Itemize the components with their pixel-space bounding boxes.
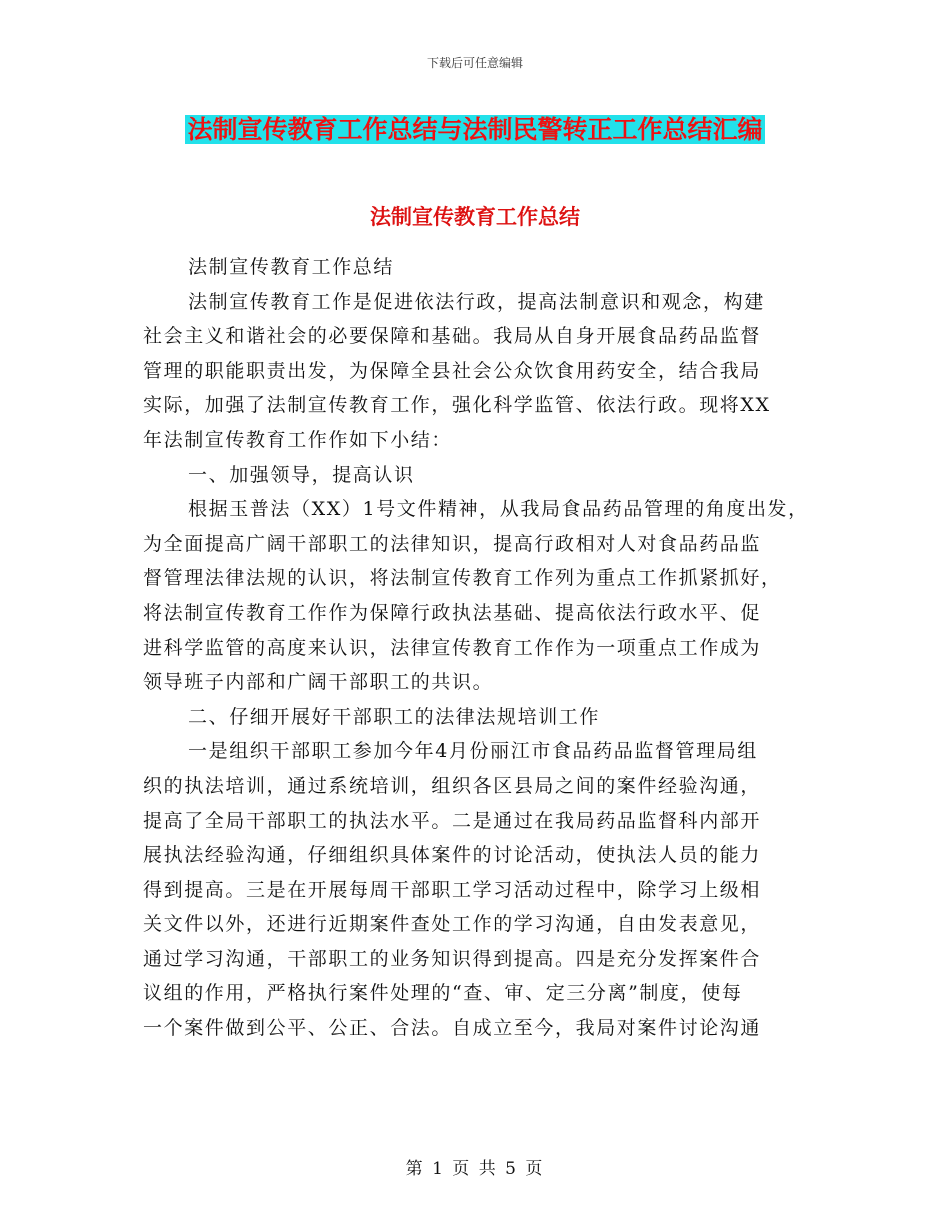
text-line: 领导班子内部和广阔干部职工的共识。 [143, 671, 494, 694]
text-line: 根据玉普法（XX）1号文件精神，从我局食品药品管理的角度出发， [188, 498, 809, 521]
text-line: 年法制宣传教育工作作如下小结： [143, 428, 453, 451]
text-line: 实际，加强了法制宣传教育工作，强化科学监管、依法行政。现将XX [143, 394, 771, 417]
text-line: 一是组织干部职工参加今年4月份丽江市食品药品监督管理局组 [188, 740, 758, 763]
section-title: 法制宣传教育工作总结 [370, 204, 580, 229]
header-note: 下载后可任意编辑 [426, 56, 523, 70]
text-line: 将法制宣传教育工作作为保障行政执法基础、提高依法行政水平、促 [143, 601, 762, 624]
text-line: 进科学监管的高度来认识，法律宣传教育工作作为一项重点工作成为 [143, 636, 762, 659]
text-line: 提高了全局干部职工的执法水平。二是通过在我局药品监督科内部开 [143, 809, 762, 832]
text-line: 关文件以外，还进行近期案件查处工作的学习沟通，自由发表意见， [143, 913, 762, 936]
document-title-text: 法制宣传教育工作总结与法制民警转正工作总结汇编 [187, 115, 763, 144]
text-line: 通过学习沟通，干部职工的业务知识得到提高。四是充分发挥案件合 [143, 947, 762, 970]
text-line: 展执法经验沟通，仔细组织具体案件的讨论活动，使执法人员的能力 [143, 844, 762, 867]
text-line: 为全面提高广阔干部职工的法律知识，提高行政相对人对食品药品监 [143, 532, 762, 555]
text-line: 织的执法培训，通过系统培训，组织各区县局之间的案件经验沟通， [143, 774, 762, 797]
text-line: 一个案件做到公平、公正、合法。自成立至今，我局对案件讨论沟通 [143, 1017, 762, 1040]
text-line: 法制宣传教育工作是促进依法行政，提高法制意识和观念，构建 [188, 290, 765, 313]
text-line: 社会主义和谐社会的必要保障和基础。我局从自身开展食品药品监督 [143, 325, 762, 348]
text-line: 议组的作用，严格执行案件处理的“查、审、定三分离”制度，使每 [143, 982, 743, 1005]
document-title [0, 112, 950, 148]
page-footer: 第 1 页 共 5 页 [405, 1159, 545, 1179]
text-line: 二、仔细开展好干部职工的法律法规培训工作 [188, 705, 601, 728]
text-line: 一、加强领导，提高认识 [188, 463, 415, 486]
body-text [143, 250, 833, 1046]
text-line: 督管理法律法规的认识，将法制宣传教育工作列为重点工作抓紧抓好， [143, 567, 782, 590]
text-line: 得到提高。三是在开展每周干部职工学习活动过程中，除学习上级相 [143, 878, 762, 901]
text-line: 管理的职能职责出发，为保障全县社会公众饮食用药安全，结合我局 [143, 359, 762, 382]
text-line: 法制宣传教育工作总结 [188, 256, 395, 278]
